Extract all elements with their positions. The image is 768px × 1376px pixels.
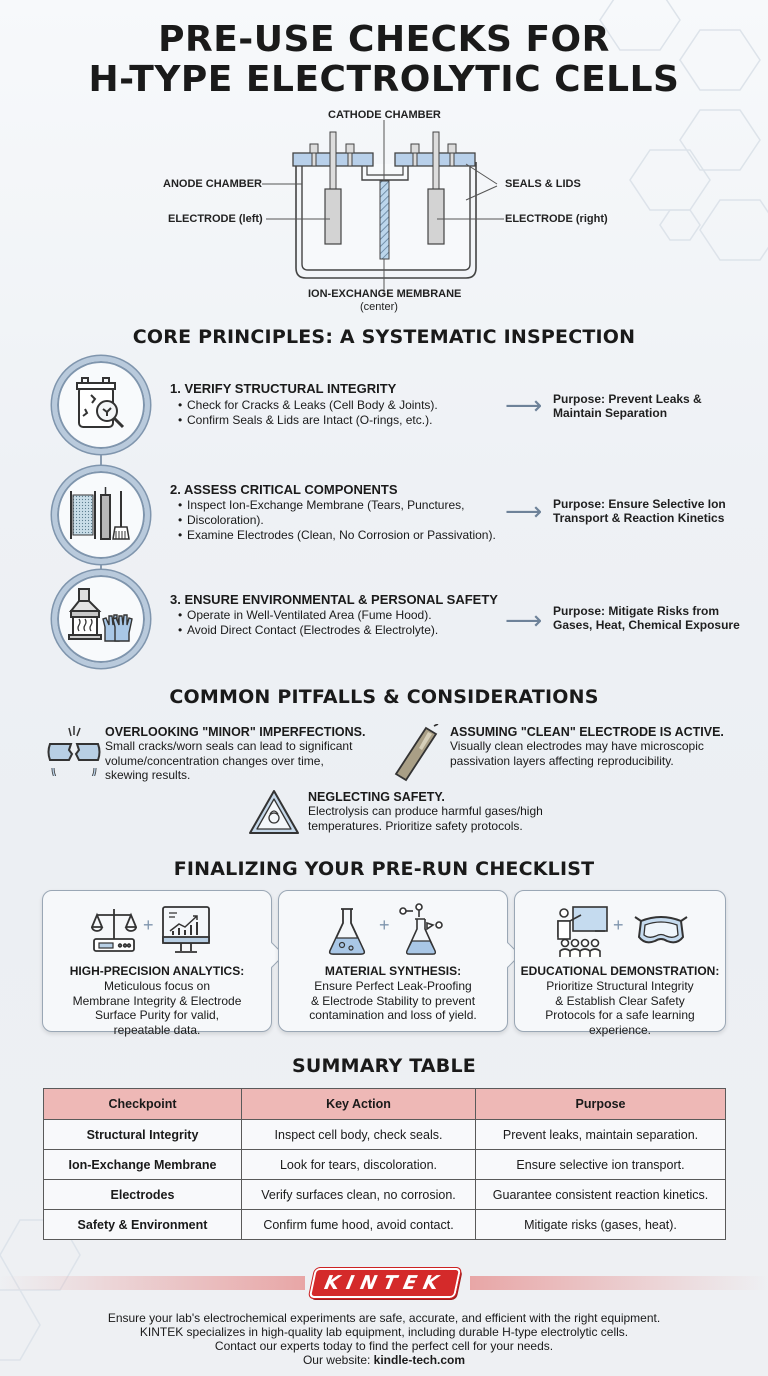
card-body-line: & Electrode Stability to prevent [310, 993, 476, 1008]
step-2-bullets [178, 498, 496, 543]
bullet: • Examine Electrodes (Clean, No Corrosion or Passivation). [178, 528, 496, 543]
pitfall-body-line: volume/concentration changes over time, [105, 753, 324, 768]
checklist-card-synthesis [278, 890, 508, 1032]
pitfall-body-line: skewing results. [105, 768, 191, 782]
label-electrode-right: ELECTRODE (right) [505, 213, 608, 225]
pitfall-3-text [308, 790, 543, 833]
title-line-1: PRE-USE CHECKS FOR [158, 19, 610, 60]
arrow-right-icon: ⟶ [505, 496, 543, 526]
card-body-line: Surface Purity for valid, [94, 1008, 220, 1022]
footer-text [0, 1311, 768, 1367]
label-cathode-chamber: CATHODE CHAMBER [328, 109, 441, 121]
cell-purpose: Mitigate risks (gases, heat). [476, 1210, 726, 1240]
card-body-line: Prioritize Structural Integrity [546, 979, 694, 993]
pitfall-body [105, 739, 365, 783]
footer-band-left [0, 1276, 305, 1290]
step-2-title: 2. ASSESS CRITICAL COMPONENTS [170, 482, 398, 497]
step-3-icon-circle [52, 570, 150, 668]
kintek-logo-text: KINTEK [322, 1272, 448, 1294]
fume-hood-gloves-icon [57, 575, 145, 663]
label-seals-lids: SEALS & LIDS [505, 178, 581, 190]
card-body-line: contamination and loss of yield. [309, 1008, 477, 1022]
card-body-line: Ensure Perfect Leak-Proofing [314, 979, 472, 993]
card-body-line: Protocols for a safe learning [545, 1008, 695, 1022]
bullet: • Check for Cracks & Leaks (Cell Body & Joints). [178, 398, 438, 413]
pitfall-body [308, 804, 543, 833]
broken-seal-icon [45, 724, 103, 776]
molecule-flask-icon [397, 901, 453, 957]
cell-checkpoint: Structural Integrity [44, 1120, 242, 1150]
bullet: • Operate in Well-Ventilated Area (Fume Hood). [178, 608, 438, 623]
card-title: EDUCATIONAL DEMONSTRATION: [520, 964, 720, 978]
pitfall-title: OVERLOOKING "MINOR" IMPERFECTIONS. [105, 725, 366, 739]
bullet-continuation: • Discoloration). [178, 513, 496, 528]
table-row [44, 1150, 726, 1180]
step-1-title: 1. VERIFY STRUCTURAL INTEGRITY [170, 381, 397, 396]
pitfall-2-text [450, 725, 724, 768]
step-1-purpose [553, 392, 702, 420]
cell-checkpoint: Ion-Exchange Membrane [44, 1150, 242, 1180]
pitfall-body-line: temperatures. Prioritize safety protocols. [308, 818, 523, 833]
plus-icon: + [613, 915, 624, 935]
card-body-line: & Establish Clear Safety [555, 993, 685, 1008]
table-row [44, 1120, 726, 1150]
card-title: HIGH-PRECISION ANALYTICS: [69, 964, 245, 978]
safety-goggles-icon [633, 911, 689, 951]
core-principles-heading: CORE PRINCIPLES: A SYSTEMATIC INSPECTION [132, 326, 636, 348]
pitfall-body-line: Electrolysis can produce harmful gases/high [308, 804, 543, 818]
cell-action: Verify surfaces clean, no corrosion. [242, 1180, 476, 1210]
purpose-line: Purpose: Ensure Selective Ion [553, 497, 726, 511]
page-title [0, 20, 768, 100]
footer-line: Contact our experts today to find the perfect cell for your needs. [214, 1339, 554, 1353]
column-header: Purpose [476, 1089, 726, 1120]
card-title: MATERIAL SYNTHESIS: [324, 964, 462, 978]
cracked-cell-magnifier-icon [57, 361, 145, 449]
arrow-right-icon: ⟶ [505, 605, 543, 635]
card-body [521, 979, 719, 1037]
cell-checkpoint: Safety & Environment [44, 1210, 242, 1240]
bullet: • Confirm Seals & Lids are Intact (O-rings, etc.). [178, 413, 438, 428]
purpose-line: Transport & Reaction Kinetics [553, 511, 725, 525]
label-membrane-sub: (center) [360, 301, 398, 313]
cell-purpose: Guarantee consistent reaction kinetics. [476, 1180, 726, 1210]
card-body [285, 979, 501, 1023]
step-3-purpose [553, 604, 740, 632]
step-1-icon-circle [52, 356, 150, 454]
column-header: Key Action [242, 1089, 476, 1120]
cell-checkpoint: Electrodes [44, 1180, 242, 1210]
card-body-line: repeatable data. [113, 1022, 201, 1037]
cell-action: Confirm fume hood, avoid contact. [242, 1210, 476, 1240]
pitfall-body [450, 739, 724, 768]
step-3-bullets [178, 608, 438, 638]
cell-purpose: Ensure selective ion transport. [476, 1150, 726, 1180]
plus-icon: + [143, 915, 154, 935]
purpose-line: Purpose: Prevent Leaks & [553, 392, 702, 406]
website-link[interactable]: kindle-tech.com [373, 1353, 466, 1367]
checklist-card-analytics [42, 890, 272, 1037]
footer-band-right [470, 1276, 768, 1290]
checklist-card-education [514, 890, 726, 1037]
footer-line: KINTEK specializes in high-quality lab equipment, including durable H-type electrolytic cells. [139, 1325, 629, 1339]
kintek-logo[interactable] [309, 1268, 461, 1298]
card-body-line: Membrane Integrity & Electrode [72, 993, 242, 1008]
title-line-2: H-TYPE ELECTROLYTIC CELLS [88, 59, 680, 100]
purpose-line: Purpose: Mitigate Risks from [553, 604, 720, 618]
pitfall-body-line: passivation layers affecting reproducibility. [450, 753, 674, 768]
table-header-row [44, 1089, 726, 1120]
table-row [44, 1180, 726, 1210]
checklist-heading: FINALIZING YOUR PRE-RUN CHECKLIST [173, 858, 595, 880]
card-body [49, 979, 265, 1037]
footer-website [0, 1353, 768, 1367]
website-label: Our website: [302, 1353, 374, 1367]
table-row [44, 1210, 726, 1240]
label-electrode-left: ELECTRODE (left) [168, 213, 263, 225]
footer-line: Ensure your lab's electrochemical experiments are safe, accurate, and efficient with the right equipment. [107, 1311, 661, 1325]
pitfall-title: NEGLECTING SAFETY. [308, 790, 445, 804]
balance-scale-icon [91, 905, 137, 957]
pitfall-1-text [105, 725, 365, 783]
summary-heading: SUMMARY TABLE [292, 1055, 476, 1077]
label-membrane: ION-EXCHANGE MEMBRANE [308, 288, 462, 300]
arrow-right-icon: ⟶ [505, 390, 543, 420]
step-3-title: 3. ENSURE ENVIRONMENTAL & PERSONAL SAFETY [170, 592, 498, 607]
membrane-electrode-brush-icon [57, 471, 145, 559]
card-body-line: experience. [588, 1022, 652, 1037]
electrode-rod-icon [392, 724, 440, 784]
step-2-purpose [553, 497, 726, 525]
step-2-icon-circle [52, 466, 150, 564]
flask-icon [327, 905, 367, 957]
pitfall-body-line: Visually clean electrodes may have microscopic [450, 739, 704, 753]
bullet: • Inspect Ion-Exchange Membrane (Tears, Punctures, [178, 498, 496, 513]
cell-action: Look for tears, discoloration. [242, 1150, 476, 1180]
warning-triangle-icon [248, 788, 300, 836]
pitfalls-heading: COMMON PITFALLS & CONSIDERATIONS [169, 686, 599, 708]
card-body-line: Meticulous focus on [103, 979, 211, 993]
pitfall-title: ASSUMING "CLEAN" ELECTRODE IS ACTIVE. [450, 725, 724, 739]
pitfall-body-line: Small cracks/worn seals can lead to significant [105, 739, 353, 753]
teacher-classroom-icon [555, 903, 609, 959]
seals-leader-lines [460, 160, 500, 210]
plus-icon: + [379, 915, 390, 935]
bullet: • Avoid Direct Contact (Electrodes & Electrolyte). [178, 623, 438, 638]
chart-monitor-icon [161, 905, 211, 957]
purpose-line: Gases, Heat, Chemical Exposure [553, 618, 740, 632]
cell-purpose: Prevent leaks, maintain separation. [476, 1120, 726, 1150]
step-1-bullets [178, 398, 438, 428]
cell-action: Inspect cell body, check seals. [242, 1120, 476, 1150]
purpose-line: Maintain Separation [553, 406, 668, 420]
label-anode-chamber: ANODE CHAMBER [163, 178, 262, 190]
summary-table [43, 1088, 726, 1240]
column-header: Checkpoint [44, 1089, 242, 1120]
